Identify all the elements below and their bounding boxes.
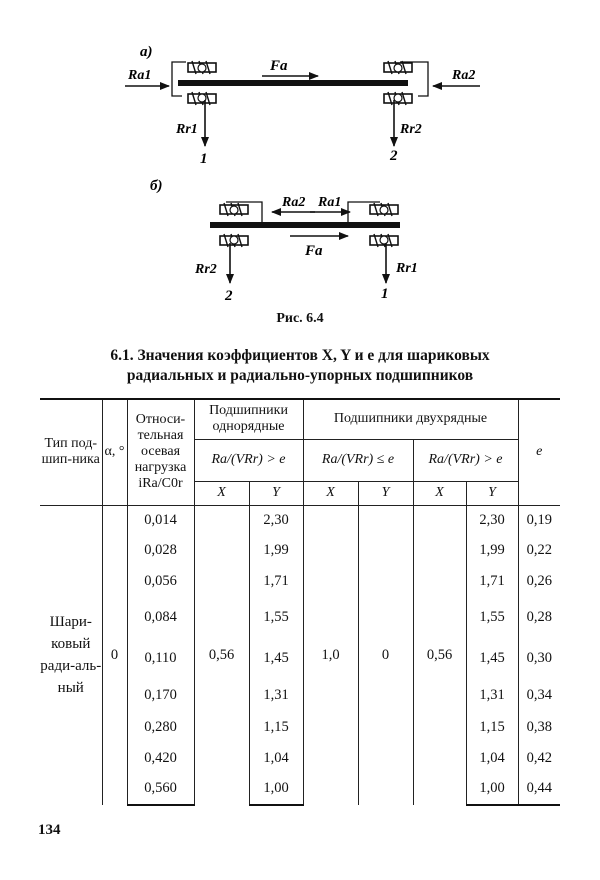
e-cell: 0,34: [518, 679, 560, 711]
table-title-line1: 6.1. Значения коэффициентов X, Y и e для шариковых: [110, 347, 490, 364]
table-row: [40, 505, 560, 535]
double-gt-y-cell: 1,31: [466, 679, 518, 711]
e-cell: 0,22: [518, 535, 560, 565]
load-cell: 0,028: [127, 535, 194, 565]
ra1-label: Ra1: [128, 68, 152, 83]
double-gt-x-cell: 0,56: [413, 505, 466, 805]
e-cell: 0,26: [518, 565, 560, 597]
single-y-cell: 1,00: [249, 773, 303, 805]
single-y-cell: 1,31: [249, 679, 303, 711]
double-gt-y-cell: 1,15: [466, 711, 518, 743]
bearing-num-2: 2: [390, 148, 398, 164]
header-e: e: [518, 399, 560, 505]
header-y: Y: [466, 481, 518, 505]
header-single-row: Подшипники однорядные: [194, 399, 303, 439]
load-cell: 0,280: [127, 711, 194, 743]
coefficients-table: [40, 398, 560, 806]
load-cell: 0,014: [127, 505, 194, 535]
single-y-cell: 2,30: [249, 505, 303, 535]
ra1b-label: Ra1: [318, 195, 342, 210]
double-gt-y-cell: 1,55: [466, 597, 518, 637]
ra2b-label: Ra2: [282, 195, 306, 210]
header-cond-double-gt: Ra/(VRr) > e: [413, 439, 518, 481]
double-le-y-cell: 0: [358, 505, 413, 805]
single-y-cell: 1,04: [249, 743, 303, 773]
rr1-label: Rr1: [176, 122, 198, 137]
single-y-cell: 1,55: [249, 597, 303, 637]
single-y-cell: 1,99: [249, 535, 303, 565]
e-cell: 0,30: [518, 637, 560, 679]
double-gt-y-cell: 1,04: [466, 743, 518, 773]
fa-label: Fa: [270, 58, 288, 74]
header-y: Y: [249, 481, 303, 505]
load-cell: 0,560: [127, 773, 194, 805]
panel-b: [150, 178, 418, 304]
header-x: X: [194, 481, 249, 505]
double-le-x-cell: 1,0: [303, 505, 358, 805]
load-cell: 0,056: [127, 565, 194, 597]
single-x-cell: 0,56: [194, 505, 249, 805]
panel-a: [125, 44, 480, 167]
bearing-diagram: [0, 0, 600, 330]
single-y-cell: 1,15: [249, 711, 303, 743]
panel-a-label: а): [140, 44, 153, 60]
single-y-cell: 1,45: [249, 637, 303, 679]
header-cond-double-le: Ra/(VRr) ≤ e: [303, 439, 413, 481]
load-cell: 0,420: [127, 743, 194, 773]
table-title-line2: радиальных и радиально-упорных подшипников: [126, 367, 474, 384]
double-gt-y-cell: 1,45: [466, 637, 518, 679]
load-cell: 0,084: [127, 597, 194, 637]
bearing-num-1b: 1: [381, 286, 389, 302]
header-cond-single: Ra/(VRr) > e: [194, 439, 303, 481]
load-cell: 0,110: [127, 637, 194, 679]
load-cell: 0,170: [127, 679, 194, 711]
rr1b-label: Rr1: [396, 261, 418, 276]
e-cell: 0,38: [518, 711, 560, 743]
double-gt-y-cell: 1,00: [466, 773, 518, 805]
single-y-cell: 1,71: [249, 565, 303, 597]
header-load: Относи-тельная осевая нагрузка iRa/C0r: [127, 399, 194, 505]
bearing-num-2b: 2: [225, 288, 233, 304]
double-gt-y-cell: 1,71: [466, 565, 518, 597]
header-x: X: [413, 481, 466, 505]
bearing-num-1: 1: [200, 151, 208, 167]
panel-b-label: б): [150, 178, 163, 194]
rr2-label: Rr2: [400, 122, 422, 137]
rr2b-label: Rr2: [195, 262, 217, 277]
figure-caption: Рис. 6.4: [276, 311, 324, 326]
e-cell: 0,28: [518, 597, 560, 637]
header-x: X: [303, 481, 358, 505]
header-double-row: Подшипники двухрядные: [303, 399, 518, 439]
header-y: Y: [358, 481, 413, 505]
table-title: [40, 346, 560, 386]
e-cell: 0,42: [518, 743, 560, 773]
double-gt-y-cell: 2,30: [466, 505, 518, 535]
double-gt-y-cell: 1,99: [466, 535, 518, 565]
alpha-cell: 0: [102, 505, 127, 805]
bearing-type-cell: Шари-ковый ради-аль-ный: [40, 505, 102, 805]
page-number: 134: [38, 822, 61, 838]
ra2-label: Ra2: [452, 68, 476, 83]
header-alpha: α, °: [102, 399, 127, 505]
shaft-b: [210, 222, 400, 228]
header-type: Тип под-шип-ника: [40, 399, 102, 505]
fab-label: Fa: [305, 243, 323, 259]
e-cell: 0,19: [518, 505, 560, 535]
e-cell: 0,44: [518, 773, 560, 805]
shaft-a: [178, 80, 408, 86]
